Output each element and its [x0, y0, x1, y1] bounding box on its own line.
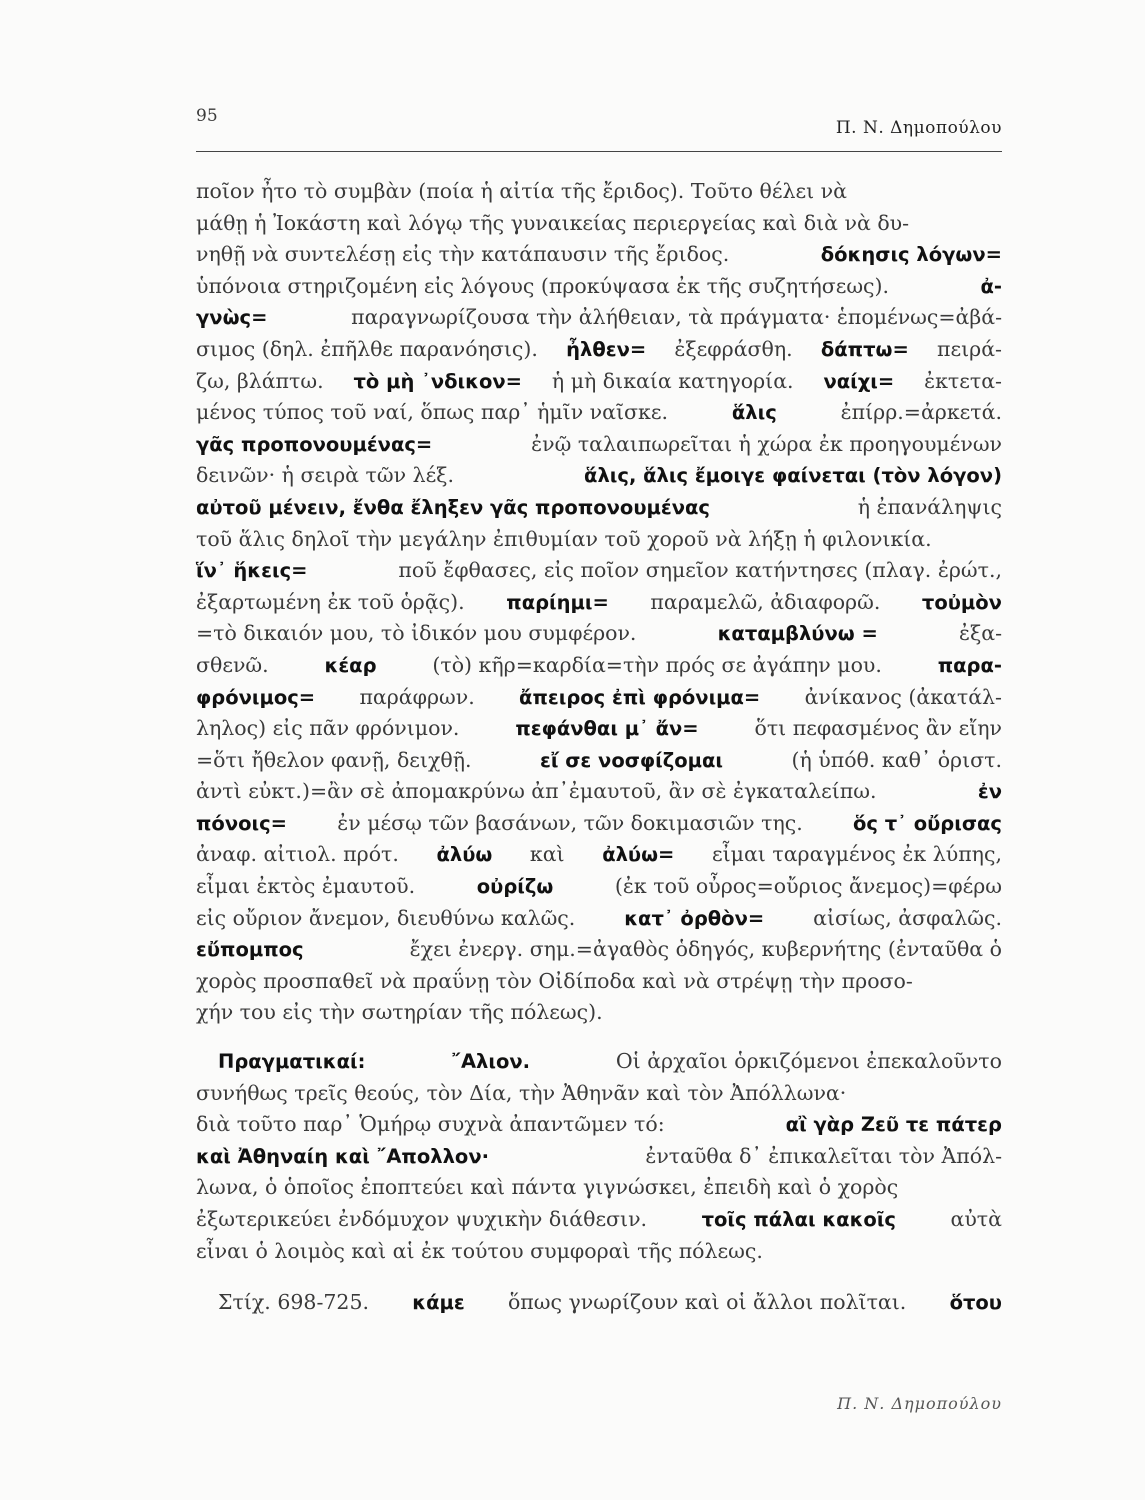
lemma-term: δάπτω=	[820, 337, 909, 361]
text-run: ἐξα-	[958, 621, 1002, 646]
text-run: ποῖον ἦτο τὸ συμβὰν (ποία ἡ αἰτία τῆς ἔριδος). Τοῦτο θέλει νὰ	[196, 179, 847, 203]
text-run: μάθῃ ἡ Ἰοκάστη καὶ λόγῳ τῆς γυναικείας περιεργείας καὶ διὰ νὰ δυ-	[196, 210, 910, 235]
text-line	[196, 1172, 1002, 1204]
lemma-term: τοῖς πάλαι κακοῖς	[701, 1208, 896, 1231]
text-run: ἐξαρτωμένη ἐκ τοῦ ὁρᾷς).	[196, 589, 465, 614]
text-line	[196, 1109, 1002, 1141]
text-run: εἶμαι ταραγμένος ἐκ λύπης,	[711, 842, 1002, 867]
text-run: ἐνῷ ταλαιπωρεῖται ἡ χώρα ἐκ προηγουμένων	[531, 431, 1002, 456]
text-line	[196, 492, 1002, 524]
lemma-term: ἵν᾿ ἥκεις=	[196, 559, 308, 583]
lemma-term: παρίημι=	[506, 590, 609, 614]
text-run: (ἡ ὑπόθ. καθ᾿ ὁριστ.	[791, 747, 1002, 772]
text-run: ἡ μὴ δικαία κατηγορία.	[551, 368, 794, 393]
lemma-term: οὐρίζω	[476, 875, 554, 899]
text-run: παράφρων.	[359, 684, 475, 709]
text-line	[196, 1141, 1002, 1173]
lemma-term: τὸ μὴ ᾿νδικον=	[353, 369, 523, 393]
text-run: τοῦ ἅλις δηλοῖ τὴν μεγάλην ἐπιθυμίαν τοῦ χοροῦ νὰ λήξῃ ἡ φιλονικία.	[196, 526, 932, 551]
text-run: (ἐκ τοῦ οὖρος=οὔριος ἄνεμος)=φέρω	[614, 874, 1002, 899]
text-line	[196, 997, 1002, 1029]
lemma-term: φρόνιμος=	[196, 685, 316, 709]
lemma-term: κάμε	[412, 1291, 465, 1315]
text-run: λωνα, ὁ ὁποῖος ἐποπτεύει καὶ πάντα γιγνώσκει, ἐπειδὴ καὶ ὁ χορὸς	[196, 1175, 899, 1200]
text-line	[196, 429, 1002, 461]
text-line	[196, 334, 1002, 366]
text-line	[196, 934, 1002, 966]
text-run: ζω, βλάπτω.	[196, 368, 324, 393]
text-run: ὅτι πεφασμένος ἂν εἴην	[754, 716, 1002, 741]
lemma-term: δόκησις λόγων=	[820, 243, 1002, 267]
lemma-term: παρα-	[937, 653, 1002, 677]
page-header	[196, 100, 1002, 150]
text-run: πειρά-	[937, 336, 1002, 361]
verses-paragraph	[196, 1287, 1002, 1319]
text-line	[196, 618, 1002, 650]
text-run: Στίχ. 698-725.	[218, 1290, 370, 1315]
lemma-term: ναίχι=	[823, 369, 895, 393]
lemma-term: τοὐμὸν	[921, 590, 1002, 614]
lemma-term: εἴ σε νοσφίζομαι	[539, 748, 724, 772]
lemma-term: γνὼς=	[196, 306, 268, 330]
text-run: εἶμαι ἐκτὸς ἐμαυτοῦ.	[196, 874, 416, 899]
lemma-term: πόνοις=	[196, 811, 287, 835]
lemma-term: καὶ Ἀθηναίη καὶ ῎Απολλον·	[196, 1144, 490, 1168]
text-line	[196, 239, 1002, 271]
lemma-term: ἦλθεν=	[566, 337, 647, 361]
text-run: ληλος) εἰς πᾶν φρόνιμον.	[196, 716, 460, 741]
text-line	[196, 176, 1002, 208]
text-run: ἀντὶ εὐκτ.)=ἂν σὲ ἀπομακρύνω ἀπ᾿ἐμαυτοῦ, ἂν σὲ ἐγκαταλείπω.	[196, 779, 877, 804]
lemma-term: ἅλις, ἅλις ἔμοιγε φαίνεται (τὸν λόγον)	[584, 464, 1002, 488]
running-head: Π. Ν. Δημοπούλου	[835, 118, 1002, 138]
text-line	[196, 555, 1002, 587]
text-line	[196, 1046, 1002, 1078]
lemma-term: ὅτου	[949, 1291, 1002, 1315]
lemma-term: ὅς τ᾿ οὔρισας	[852, 811, 1002, 835]
lemma-term: ἀλύω	[436, 843, 493, 867]
text-run: χήν του εἰς τὴν σωτηρίαν τῆς πόλεως).	[196, 1000, 603, 1025]
text-line	[196, 524, 1002, 556]
text-run: ἀναφ. αἰτιολ. πρότ.	[196, 842, 399, 867]
text-line	[196, 682, 1002, 714]
lemma-term: ἐν	[977, 780, 1002, 804]
lemma-term: κέαρ	[324, 653, 377, 677]
text-line	[196, 208, 1002, 240]
text-line	[196, 1078, 1002, 1110]
text-run: ἐνταῦθα δ᾿ ἐπικαλεῖται τὸν Ἀπόλ-	[645, 1143, 1002, 1168]
text-run: παραμελῶ, ἀδιαφορῶ.	[650, 589, 881, 614]
lemma-term: ῎Αλιον.	[451, 1050, 531, 1074]
text-line	[196, 713, 1002, 745]
text-line	[196, 1236, 1002, 1268]
lemma-term: καταμβλύνω =	[717, 622, 878, 646]
lemma-term: αἲ γὰρ Ζεῦ τε πάτερ	[785, 1113, 1002, 1137]
text-line	[196, 650, 1002, 682]
text-line	[196, 1204, 1002, 1236]
lemma-term: γᾶς προπονουμένας=	[196, 432, 433, 456]
text-line	[196, 776, 1002, 808]
text-run: παραγνωρίζουσα τὴν ἀλήθειαν, τὰ πράγματα· ἑπομένως=ἀβά-	[351, 305, 1002, 330]
text-line	[196, 903, 1002, 935]
text-run: αἰσίως, ἀσφαλῶς.	[813, 905, 1002, 930]
text-line	[196, 460, 1002, 492]
text-run: διὰ τοῦτο παρ᾿ Ὁμήρῳ συχνὰ ἀπαντῶμεν τό:	[196, 1112, 665, 1137]
text-line	[196, 871, 1002, 903]
text-run: ἐν μέσῳ τῶν βασάνων, τῶν δοκιμασιῶν της.	[337, 810, 803, 835]
text-run: (τὸ) κῆρ=καρδία=τὴν πρός σε ἀγάπην μου.	[432, 652, 882, 677]
text-run: ποῦ ἔφθασες, εἰς ποῖον σημεῖον κατήντησες (πλαγ. ἐρώτ.,	[398, 558, 1002, 583]
text-line	[196, 302, 1002, 334]
text-run: σιμος (δηλ. ἐπῆλθε παρανόησις).	[196, 336, 538, 361]
text-line	[196, 366, 1002, 398]
text-run: καὶ	[529, 842, 565, 867]
publisher-mark: Π. Ν. Δημοπούλου	[837, 1394, 1002, 1413]
text-run: ὅπως γνωρίζουν καὶ οἱ ἄλλοι πολῖται.	[507, 1290, 907, 1315]
text-run: ἐκτετα-	[924, 368, 1002, 393]
text-line	[196, 966, 1002, 998]
text-line	[196, 271, 1002, 303]
text-run: μένος τύπος τοῦ ναί, ὅπως παρ᾿ ἡμῖν ναῖσκε.	[196, 400, 668, 425]
header-rule	[196, 151, 1002, 152]
lemma-term: κατ᾿ ὀρθὸν=	[624, 906, 765, 930]
text-run: αὐτὰ	[950, 1207, 1002, 1231]
realia-paragraph	[196, 1046, 1002, 1267]
text-run: =τὸ δικαιόν μου, τὸ ἰδικόν μου συμφέρον.	[196, 621, 637, 646]
lemma-term: ἀλύω=	[602, 843, 675, 867]
text-run: ἐξεφράσθη.	[674, 336, 793, 361]
lemma-term: ἀ-	[980, 274, 1002, 298]
text-run: εἶναι ὁ λοιμὸς καὶ αἱ ἐκ τούτου συμφοραὶ τῆς πόλεως.	[196, 1238, 763, 1263]
text-run: =ὅτι ἤθελον φανῇ, δειχθῇ.	[196, 747, 472, 772]
text-line	[196, 587, 1002, 619]
lemma-term: ἄπειρος ἐπὶ φρόνιμα=	[519, 685, 761, 709]
commentary-paragraph	[196, 176, 1002, 1029]
text-run: συνήθως τρεῖς θεούς, τὸν Δία, τὴν Ἀθηνᾶν καὶ τὸν Ἀπόλλωνα·	[196, 1080, 847, 1105]
text-run: εἰς οὔριον ἄνεμον, διευθύνω καλῶς.	[196, 905, 576, 930]
text-run: χορὸς προσπαθεῖ νὰ πραΰνῃ τὸν Οἰδίποδα καὶ νὰ στρέψῃ τὴν προσο-	[196, 968, 913, 993]
text-run: ἐπίρρ.=ἀρκετά.	[840, 400, 1002, 425]
text-run: ἀνίκανος (ἀκατάλ-	[804, 684, 1002, 709]
text-line	[196, 808, 1002, 840]
lemma-term: πεφάνθαι μ᾿ ἄν=	[515, 717, 699, 741]
text-run: δεινῶν· ἡ σειρὰ τῶν λέξ.	[196, 463, 454, 488]
text-run: σθενῶ.	[196, 652, 269, 677]
lemma-term: εὔπομπος	[196, 938, 304, 962]
text-run: Οἱ ἀρχαῖοι ὁρκιζόμενοι ἐπεκαλοῦντο	[615, 1049, 1002, 1074]
page-number: 95	[196, 106, 218, 126]
lemma-term: αὐτοῦ μένειν, ἔνθα ἔληξεν γᾶς προπονουμένας	[196, 495, 710, 519]
text-run: νηθῇ νὰ συντελέσῃ εἰς τὴν κατάπαυσιν τῆς ἔριδος.	[196, 242, 730, 267]
text-run: ἔχει ἐνεργ. σημ.=ἀγαθὸς ὁδηγός, κυβερνήτης (ἐνταῦθα ὁ	[409, 937, 1002, 962]
text-run: ὑπόνοια στηριζομένη εἰς λόγους (προκύψασα ἐκ τῆς συζητήσεως).	[196, 273, 890, 298]
lemma-term: Πραγματικαί:	[218, 1050, 366, 1074]
text-line	[196, 745, 1002, 777]
text-line	[196, 1287, 1002, 1319]
lemma-term: ἅλις	[731, 401, 777, 425]
body-text	[196, 176, 1002, 1319]
text-line	[196, 397, 1002, 429]
text-run: ἐξωτερικεύει ἐνδόμυχον ψυχικὴν διάθεσιν.	[196, 1207, 648, 1231]
text-run: ἡ ἐπανάληψις	[857, 494, 1002, 519]
text-line	[196, 839, 1002, 871]
